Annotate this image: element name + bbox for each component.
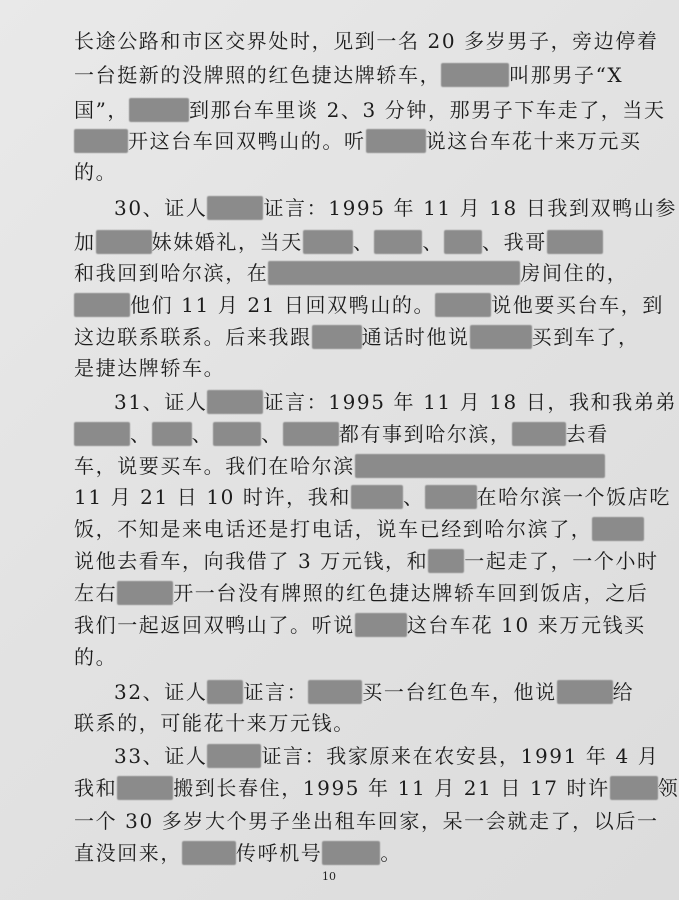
page-number: 10 xyxy=(322,870,336,883)
text-segment: 我们一起返回双鸭山了。听说 xyxy=(74,613,355,637)
text-segment: 车，说要买车。我们在哈尔滨 xyxy=(74,454,355,478)
redaction-box xyxy=(207,744,261,768)
text-segment: 我和 xyxy=(74,776,118,800)
redaction-box xyxy=(213,422,261,446)
text-segment: 和我回到哈尔滨，在 xyxy=(74,261,269,285)
text-segment: 、 xyxy=(261,422,283,446)
text-segment: 房间住的， xyxy=(520,261,629,285)
redaction-box xyxy=(355,454,605,478)
text-segment: 左右 xyxy=(74,581,118,605)
text-segment: 开这台车回双鸭山的。听 xyxy=(128,129,366,153)
redaction-box xyxy=(351,485,403,509)
text-line xyxy=(74,773,679,803)
text-segment: 说他要买台车，到 xyxy=(491,293,664,317)
text-segment: 开一台没有牌照的红色捷达牌轿车回到饭店，之后 xyxy=(173,581,649,605)
redaction-box xyxy=(74,422,130,446)
text-segment: 说他去看车，向我借了 3 万元钱，和 xyxy=(74,549,429,573)
redaction-box xyxy=(425,485,477,509)
redaction-box xyxy=(312,325,362,349)
redaction-box xyxy=(152,422,192,446)
redaction-box xyxy=(207,196,263,220)
redaction-box xyxy=(592,517,644,541)
text-line xyxy=(74,26,659,56)
text-segment: 妹妹婚礼，当天 xyxy=(151,230,303,254)
text-segment: 通话时他说 xyxy=(361,325,470,349)
redaction-box xyxy=(303,230,353,254)
text-segment: 33、证人 xyxy=(114,744,208,768)
text-segment: 。 xyxy=(380,841,403,865)
text-segment: 买到车了， xyxy=(531,325,640,349)
redaction-box xyxy=(355,613,407,637)
redaction-box xyxy=(428,549,464,573)
text-segment: 一个 30 多岁大个男子坐出租车回家，呆一会就走了，以后一 xyxy=(74,809,659,833)
redaction-box xyxy=(366,129,426,153)
text-segment: 去看 xyxy=(565,422,609,446)
redaction-box xyxy=(207,680,243,704)
text-line xyxy=(74,157,117,187)
text-segment: 证言：我家原来在农安县，1991 年 4 月 xyxy=(261,744,660,768)
text-line xyxy=(114,677,634,707)
text-segment: 他们 11 月 21 日回双鸭山的。 xyxy=(130,293,436,317)
redaction-box xyxy=(547,230,603,254)
text-segment: 的。 xyxy=(74,645,118,669)
text-segment: 加 xyxy=(74,230,96,254)
text-line xyxy=(114,387,677,417)
redaction-box xyxy=(268,261,520,285)
text-line xyxy=(74,708,355,738)
text-segment: 31、证人 xyxy=(114,390,208,414)
redaction-box xyxy=(322,841,380,865)
text-segment: 传呼机号 xyxy=(236,841,323,865)
redaction-box xyxy=(308,680,362,704)
text-segment: 证言： xyxy=(243,680,309,704)
text-segment: 说这台车花十来万元买 xyxy=(425,129,642,153)
text-segment: 的。 xyxy=(74,160,118,184)
text-line xyxy=(74,322,640,352)
text-line xyxy=(74,451,605,481)
text-line xyxy=(74,290,664,320)
text-segment: 国”， xyxy=(74,98,130,122)
redaction-box xyxy=(129,98,189,122)
redaction-box xyxy=(441,63,509,87)
redaction-box xyxy=(470,325,532,349)
text-segment: 11 月 21 日 10 时许，我和 xyxy=(74,485,351,509)
text-segment: 、 xyxy=(130,422,152,446)
redaction-box xyxy=(283,422,339,446)
text-segment: 一台挺新的没牌照的红色捷达牌轿车， xyxy=(74,63,442,87)
text-segment: 这边联系联系。后来我跟 xyxy=(74,325,312,349)
text-segment: 、 xyxy=(422,230,445,254)
text-segment: 在哈尔滨一个饭店吃 xyxy=(476,485,671,509)
redaction-box xyxy=(182,841,236,865)
text-segment: 证言：1995 年 11 月 18 日，我和我弟弟 xyxy=(263,390,678,414)
redaction-box xyxy=(96,230,152,254)
text-segment: 领 xyxy=(657,776,679,800)
redaction-box xyxy=(207,390,263,414)
text-segment: 30、证人 xyxy=(114,196,208,220)
text-line xyxy=(74,353,225,383)
text-segment: 一起走了，一个小时 xyxy=(464,549,659,573)
text-segment: 搬到长春住，1995 年 11 月 21 日 17 时许 xyxy=(173,776,610,800)
text-segment: 这台车花 10 来万元钱买 xyxy=(406,613,646,637)
text-line xyxy=(74,546,659,576)
text-line xyxy=(74,642,117,672)
text-line xyxy=(74,578,648,608)
redaction-box xyxy=(117,776,173,800)
text-line xyxy=(74,482,671,512)
text-segment: 直没回来， xyxy=(74,841,182,865)
redaction-box xyxy=(374,230,422,254)
text-segment: 联系的，可能花十来万元钱。 xyxy=(74,711,355,735)
text-line xyxy=(74,95,666,125)
redaction-box xyxy=(557,680,613,704)
redaction-box xyxy=(610,776,658,800)
redaction-box xyxy=(444,230,482,254)
redaction-box xyxy=(74,293,130,317)
redaction-box xyxy=(512,422,566,446)
text-segment: 叫那男子“X xyxy=(509,63,624,87)
text-segment: 给 xyxy=(612,680,635,704)
text-line xyxy=(74,610,646,640)
text-segment: 、我哥 xyxy=(482,230,547,254)
text-segment: 证言：1995 年 11 月 18 日我到双鸭山参 xyxy=(263,196,678,220)
text-line xyxy=(114,193,677,223)
text-line xyxy=(74,60,623,90)
text-segment: 长途公路和市区交界处时，见到一名 20 多岁男子，旁边停着 xyxy=(74,29,659,53)
text-line xyxy=(74,419,609,449)
text-segment: 、 xyxy=(352,230,375,254)
redaction-box xyxy=(74,129,128,153)
text-line xyxy=(74,806,659,836)
text-segment: 饭，不知是来电话还是打电话，说车已经到哈尔滨了， xyxy=(74,517,593,541)
text-line xyxy=(74,258,628,288)
text-line xyxy=(114,741,659,771)
text-segment: 都有事到哈尔滨， xyxy=(338,422,512,446)
text-segment: 买一台红色车，他说 xyxy=(362,680,557,704)
redaction-box xyxy=(117,581,173,605)
text-line xyxy=(74,227,603,257)
redaction-box xyxy=(435,293,491,317)
text-line xyxy=(74,126,642,156)
text-segment: 32、证人 xyxy=(114,680,208,704)
text-segment: 、 xyxy=(402,485,425,509)
text-line xyxy=(74,514,644,544)
text-line xyxy=(74,838,402,868)
text-segment: 、 xyxy=(191,422,214,446)
text-segment: 是捷达牌轿车。 xyxy=(74,356,226,380)
text-segment: 到那台车里谈 2、3 分钟，那男子下车走了，当天 xyxy=(189,98,666,122)
